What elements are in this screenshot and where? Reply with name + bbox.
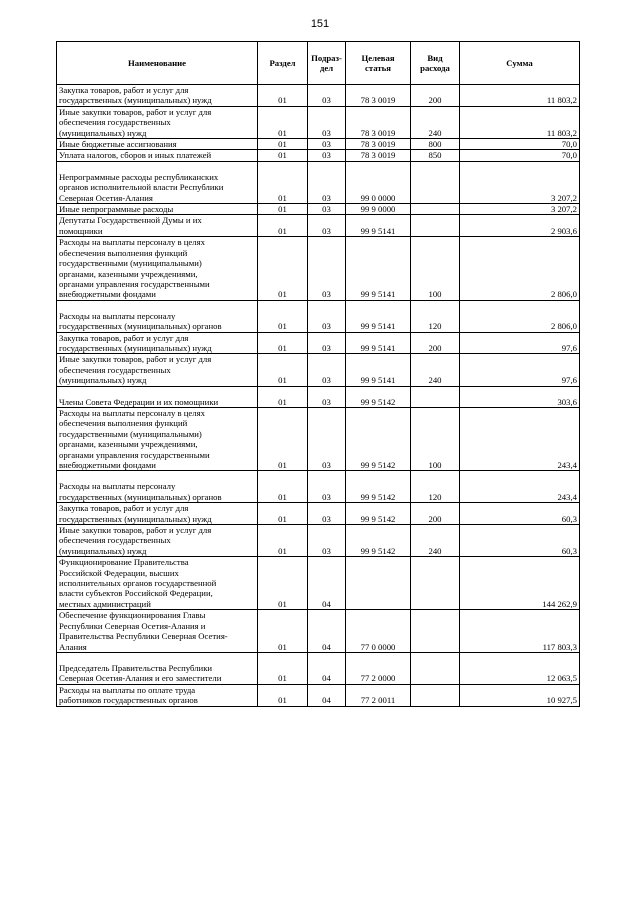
row-subsection: 04 xyxy=(308,557,346,610)
row-amount: 2 806,0 xyxy=(460,300,580,332)
row-subsection: 04 xyxy=(308,684,346,706)
row-subsection: 04 xyxy=(308,652,346,684)
row-target-article: 77 2 0000 xyxy=(346,652,411,684)
row-expense-type: 240 xyxy=(411,106,460,138)
row-subsection: 03 xyxy=(308,525,346,557)
row-amount: 3 207,2 xyxy=(460,161,580,203)
row-expense-type: 100 xyxy=(411,407,460,470)
row-section: 01 xyxy=(258,557,308,610)
row-section: 01 xyxy=(258,525,308,557)
row-section: 01 xyxy=(258,85,308,107)
row-subsection: 03 xyxy=(308,471,346,503)
table-row xyxy=(57,161,580,203)
table-row xyxy=(57,386,580,407)
row-section: 01 xyxy=(258,354,308,386)
row-subsection: 03 xyxy=(308,300,346,332)
row-amount: 12 063,5 xyxy=(460,652,580,684)
row-name: Расходы на выплаты персоналу государственных (муниципальных) органов xyxy=(57,300,258,332)
row-amount: 243,4 xyxy=(460,471,580,503)
row-target-article: 78 3 0019 xyxy=(346,85,411,107)
row-amount: 303,6 xyxy=(460,386,580,407)
row-target-article: 78 3 0019 xyxy=(346,106,411,138)
row-section: 01 xyxy=(258,503,308,525)
row-section: 01 xyxy=(258,684,308,706)
row-expense-type: 200 xyxy=(411,503,460,525)
table-row xyxy=(57,139,580,150)
row-amount: 117 803,3 xyxy=(460,610,580,653)
row-name: Уплата налогов, сборов и иных платежей xyxy=(57,150,258,161)
page-number: 151 xyxy=(310,18,330,30)
row-amount: 2 903,6 xyxy=(460,215,580,237)
row-name: Расходы на выплаты персоналу в целях обеспечения выполнения функций государственными (муниципальными) органами, казенными учреждениями, органами управления государственными внебюджетными фондами xyxy=(57,407,258,470)
row-expense-type: 240 xyxy=(411,525,460,557)
row-expense-type xyxy=(411,215,460,237)
table-row xyxy=(57,407,580,470)
row-amount: 70,0 xyxy=(460,139,580,150)
header-subsection: Подраз- дел xyxy=(308,42,346,85)
row-expense-type: 240 xyxy=(411,354,460,386)
table-row xyxy=(57,652,580,684)
row-subsection: 03 xyxy=(308,204,346,215)
row-name: Закупка товаров, работ и услуг для государственных (муниципальных) нужд xyxy=(57,332,258,354)
row-target-article: 99 9 5141 xyxy=(346,237,411,300)
table-row xyxy=(57,332,580,354)
row-amount: 97,6 xyxy=(460,332,580,354)
row-section: 01 xyxy=(258,386,308,407)
row-name: Иные непрограммные расходы xyxy=(57,204,258,215)
row-name: Расходы на выплаты персоналу в целях обеспечения выполнения функций государственными (муниципальными) органами, казенными учреждениями, органами управления государственными внебюджетными фондами xyxy=(57,237,258,300)
row-expense-type: 120 xyxy=(411,300,460,332)
row-expense-type xyxy=(411,610,460,653)
row-section: 01 xyxy=(258,332,308,354)
row-name: Депутаты Государственной Думы и их помощники xyxy=(57,215,258,237)
row-amount: 10 927,5 xyxy=(460,684,580,706)
row-expense-type xyxy=(411,684,460,706)
table-row xyxy=(57,503,580,525)
row-section: 01 xyxy=(258,161,308,203)
row-expense-type: 100 xyxy=(411,237,460,300)
row-subsection: 03 xyxy=(308,332,346,354)
row-target-article: 77 0 0000 xyxy=(346,610,411,653)
row-target-article: 99 9 5142 xyxy=(346,525,411,557)
table-row xyxy=(57,557,580,610)
row-expense-type: 200 xyxy=(411,332,460,354)
table-row xyxy=(57,85,580,107)
row-subsection: 03 xyxy=(308,85,346,107)
header-target-article: Целевая статья xyxy=(346,42,411,85)
header-section: Раздел xyxy=(258,42,308,85)
row-target-article xyxy=(346,557,411,610)
row-section: 01 xyxy=(258,237,308,300)
row-amount: 144 262,9 xyxy=(460,557,580,610)
row-section: 01 xyxy=(258,471,308,503)
row-section: 01 xyxy=(258,300,308,332)
row-subsection: 03 xyxy=(308,237,346,300)
row-name: Закупка товаров, работ и услуг для государственных (муниципальных) нужд xyxy=(57,85,258,107)
row-subsection: 03 xyxy=(308,386,346,407)
row-subsection: 03 xyxy=(308,407,346,470)
row-expense-type: 200 xyxy=(411,85,460,107)
row-target-article: 99 9 5141 xyxy=(346,215,411,237)
row-expense-type xyxy=(411,161,460,203)
row-target-article: 78 3 0019 xyxy=(346,139,411,150)
row-name: Иные закупки товаров, работ и услуг для обеспечения государственных (муниципальных) нужд xyxy=(57,354,258,386)
row-subsection: 03 xyxy=(308,354,346,386)
row-amount: 60,3 xyxy=(460,525,580,557)
table-row xyxy=(57,150,580,161)
row-amount: 60,3 xyxy=(460,503,580,525)
row-amount: 70,0 xyxy=(460,150,580,161)
row-target-article: 99 9 5141 xyxy=(346,300,411,332)
table-row xyxy=(57,300,580,332)
row-expense-type xyxy=(411,557,460,610)
row-expense-type xyxy=(411,204,460,215)
row-target-article: 99 9 5141 xyxy=(346,332,411,354)
row-subsection: 03 xyxy=(308,161,346,203)
row-target-article: 99 9 5142 xyxy=(346,503,411,525)
table-row xyxy=(57,471,580,503)
row-amount: 2 806,0 xyxy=(460,237,580,300)
row-name: Иные закупки товаров, работ и услуг для обеспечения государственных (муниципальных) нужд xyxy=(57,525,258,557)
row-name: Иные закупки товаров, работ и услуг для обеспечения государственных (муниципальных) нужд xyxy=(57,106,258,138)
row-expense-type xyxy=(411,386,460,407)
row-subsection: 04 xyxy=(308,610,346,653)
row-name: Закупка товаров, работ и услуг для государственных (муниципальных) нужд xyxy=(57,503,258,525)
row-section: 01 xyxy=(258,610,308,653)
row-amount: 3 207,2 xyxy=(460,204,580,215)
row-name: Непрограммные расходы республиканских органов исполнительной власти Республики Северная Осетия-Алания xyxy=(57,161,258,203)
table-row xyxy=(57,204,580,215)
table-row xyxy=(57,684,580,706)
row-target-article: 99 9 5142 xyxy=(346,407,411,470)
table-header-row xyxy=(57,42,580,85)
row-name: Расходы на выплаты по оплате труда работников государственных органов xyxy=(57,684,258,706)
row-section: 01 xyxy=(258,106,308,138)
row-name: Расходы на выплаты персоналу государственных (муниципальных) органов xyxy=(57,471,258,503)
table-row xyxy=(57,525,580,557)
header-amount: Сумма xyxy=(460,42,580,85)
row-section: 01 xyxy=(258,139,308,150)
row-amount: 11 803,2 xyxy=(460,85,580,107)
row-target-article: 77 2 0011 xyxy=(346,684,411,706)
table-row xyxy=(57,610,580,653)
table-row xyxy=(57,237,580,300)
row-subsection: 03 xyxy=(308,215,346,237)
row-target-article: 99 9 5141 xyxy=(346,354,411,386)
header-expense-type: Вид расхода xyxy=(411,42,460,85)
row-expense-type xyxy=(411,652,460,684)
row-section: 01 xyxy=(258,150,308,161)
row-name: Председатель Правительства Республики Северная Осетия-Алания и его заместители xyxy=(57,652,258,684)
table-row xyxy=(57,106,580,138)
row-target-article: 78 3 0019 xyxy=(346,150,411,161)
header-name: Наименование xyxy=(57,42,258,85)
budget-table xyxy=(56,41,580,707)
row-target-article: 99 0 0000 xyxy=(346,161,411,203)
row-amount: 11 803,2 xyxy=(460,106,580,138)
row-name: Члены Совета Федерации и их помощники xyxy=(57,386,258,407)
row-section: 01 xyxy=(258,652,308,684)
row-expense-type: 800 xyxy=(411,139,460,150)
row-amount: 243,4 xyxy=(460,407,580,470)
row-subsection: 03 xyxy=(308,150,346,161)
row-expense-type: 120 xyxy=(411,471,460,503)
row-amount: 97,6 xyxy=(460,354,580,386)
table-row xyxy=(57,215,580,237)
row-subsection: 03 xyxy=(308,503,346,525)
row-section: 01 xyxy=(258,215,308,237)
row-target-article: 99 9 0000 xyxy=(346,204,411,215)
row-name: Функционирование Правительства Российской Федерации, высших исполнительных органов государственной власти субъектов Российской Федерации, местных администраций xyxy=(57,557,258,610)
table-row xyxy=(57,354,580,386)
row-name: Иные бюджетные ассигнования xyxy=(57,139,258,150)
row-target-article: 99 9 5142 xyxy=(346,386,411,407)
row-section: 01 xyxy=(258,407,308,470)
row-subsection: 03 xyxy=(308,139,346,150)
row-target-article: 99 9 5142 xyxy=(346,471,411,503)
row-name: Обеспечение функционирования Главы Республики Северная Осетия-Алания и Правительства Республики Северная Осетия- Алания xyxy=(57,610,258,653)
row-section: 01 xyxy=(258,204,308,215)
row-expense-type: 850 xyxy=(411,150,460,161)
row-subsection: 03 xyxy=(308,106,346,138)
